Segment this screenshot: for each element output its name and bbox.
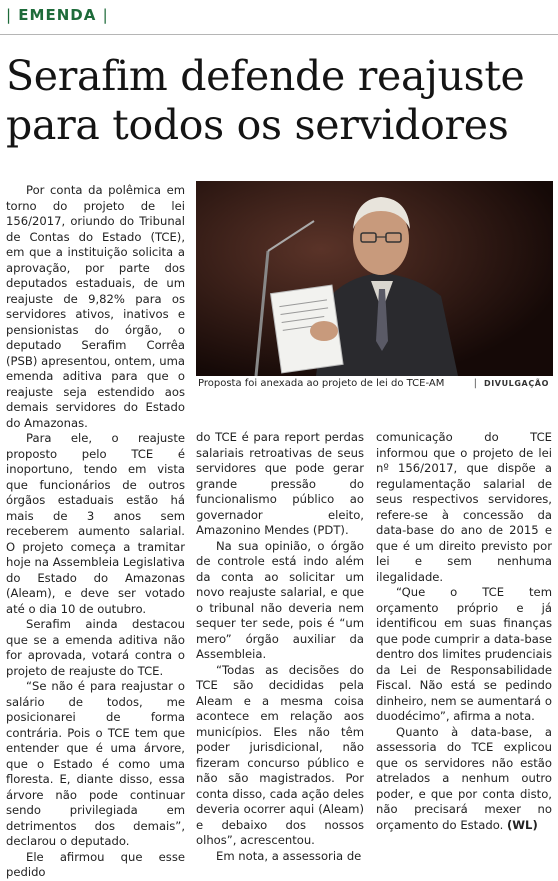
paragraph: Serafim ainda destacou que se a emenda aditiva não for aprovada, votará contra o projeto de reajuste do TCE. bbox=[6, 617, 185, 678]
paragraph: Por conta da polêmica em torno do projeto de lei 156/2017, oriundo do Tribunal de Contas do Estado (TCE), em que a instituição solicita a aprovação, por parte dos deputados estaduais, de um reajuste de 9,82% para os servidores ativos, inativos e pensionistas do órgão, o deputado Serafim Corrêa (PSB) apresentou, ontem, uma emenda aditiva para que o reajuste seja estendido aos demais servidores do Estado do Amazonas. bbox=[6, 183, 185, 430]
paragraph-text: Quanto à data-base, a assessoria do TCE explicou que os servidores não estão atrelados a nenhum outro poder, e que por conta disto, não precisará mexer no orçamento do Estado. bbox=[376, 724, 552, 832]
paragraph: Para ele, o reajuste proposto pelo TCE é inoportuno, tendo em vista que funcionários de outros órgãos estaduais estão há mais de 3 anos sem receberem aumento salarial. O projeto começa a tramitar hoje na Assembleia Legislativa do Estado do Amazonas (Aleam), e deve ser votado até o dia 10 de outubro. bbox=[6, 431, 185, 616]
article-photo bbox=[196, 181, 553, 376]
section-bar-left: | bbox=[6, 6, 13, 24]
article-column-3 bbox=[376, 430, 552, 855]
paragraph: “Todas as decisões do TCE são decididas pela Aleam e a mesma coisa acontece em relação aos municípios. Eles não têm poder jurisdicional, não fizeram concurso público e não são magistrados. Por conta disso, cada ação deles deveria ocorrer aqui (Aleam) e debaixo dos nossos olhos”, acrescentou. bbox=[196, 662, 364, 847]
paragraph: Na sua opinião, o órgão de controle está indo além da conta ao solicitar um novo reajuste salarial, e que o tribunal não deveria nem sequer ter sede, pois é “um mero” órgão auxiliar da Assembleia. bbox=[196, 538, 364, 661]
photo-credit: DIVULGAÇÃO bbox=[483, 379, 549, 388]
paragraph: Em nota, a assessoria de bbox=[216, 848, 362, 863]
top-rule bbox=[0, 34, 558, 35]
paragraph: “Que o TCE tem orçamento próprio e já identificou em suas finanças que pode cumprir a data-base dentro dos limites prudenciais da Lei de Responsabilidade Fiscal. Não está se pedindo dinheiro, nem se aumentará o duodécimo”, afirma a nota. bbox=[376, 585, 552, 723]
paragraph: Ele afirmou que esse pedido bbox=[6, 849, 185, 879]
section-tag bbox=[6, 6, 109, 24]
section-label: EMENDA bbox=[18, 6, 97, 24]
author-initials: (WL) bbox=[506, 817, 538, 832]
photo-illustration bbox=[196, 181, 553, 376]
paragraph: do TCE é para report perdas salariais retroativas de seus servidores que pode gerar grande pressão do funcionalismo público ao governador eleito, Amazonino Mendes (PDT). bbox=[196, 430, 364, 537]
headline: Serafim defende reajuste para todos os servidores bbox=[6, 52, 525, 149]
paragraph: comunicação do TCE informou que o projeto de lei nº 156/2017, que dispõe a regulamentação salarial de seus respectivos servidores, refere-se à concessão da data-base do ano de 2015 e que é um direito previsto por lei e sem nenhuma ilegalidade. bbox=[376, 430, 552, 584]
section-bar-right: | bbox=[102, 6, 109, 24]
paragraph bbox=[376, 725, 552, 834]
article-column-1 bbox=[6, 183, 185, 879]
paragraph: “Se não é para reajustar o salário de todos, me posicionarei de forma contrária. Pois o TCE tem que entender que é uma árvore, que o Estado é como uma floresta. E, diante disso, essa árvore não pode continuar sendo privilegiada em detrimentos dos demais”, declarou o deputado. bbox=[6, 679, 185, 848]
caption-text: Proposta foi anexada ao projeto de lei do TCE-AM bbox=[198, 378, 445, 389]
photo-caption bbox=[196, 378, 553, 392]
credit-separator: | bbox=[473, 378, 477, 389]
article-column-2 bbox=[196, 430, 364, 863]
